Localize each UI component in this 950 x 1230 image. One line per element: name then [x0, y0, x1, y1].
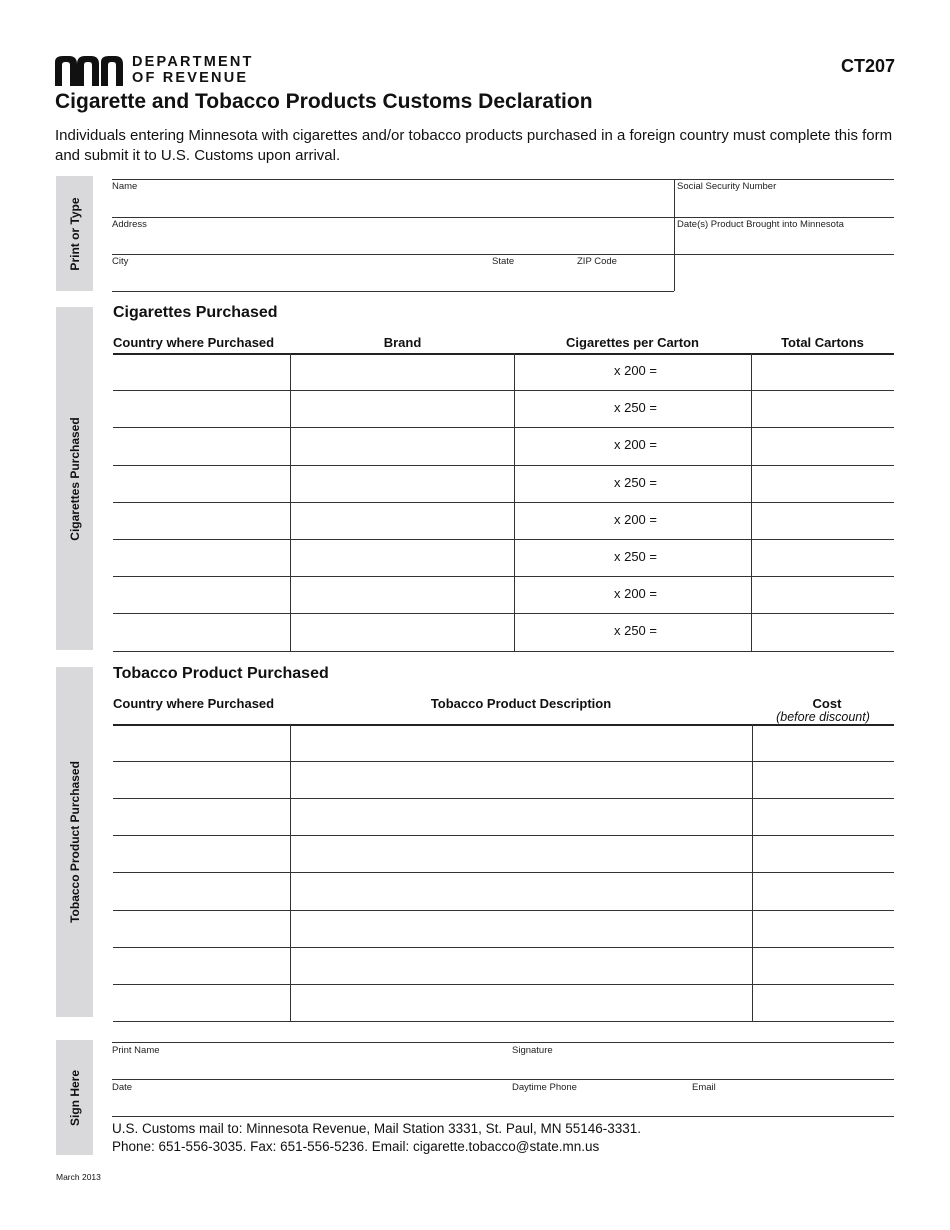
table-row-rule: [113, 502, 894, 503]
date-field[interactable]: Date: [112, 1082, 133, 1093]
sidebar-label: Tobacco Product Purchased: [67, 761, 82, 923]
agency-line-1: DEPARTMENT: [132, 54, 254, 70]
sidebar-cigarettes: [56, 307, 93, 650]
table-row-rule: [113, 835, 894, 836]
table-row-rule: [113, 465, 894, 466]
name-field[interactable]: Name: [112, 181, 138, 192]
city-field[interactable]: City: [112, 256, 129, 267]
table-row-rule: [113, 798, 894, 799]
table-column-rule: [514, 353, 515, 651]
address-field[interactable]: Address: [112, 219, 147, 230]
cig-col-per-carton: Cigarettes per Carton: [566, 335, 699, 350]
intro-text: Individuals entering Minnesota with cigarettes and/or tobacco products purchased in a foreign country must complete this form and submit it to U.S. Customs upon arrival.: [55, 127, 893, 164]
revision-date: March 2013: [56, 1172, 101, 1182]
cig-per-carton-cell: x 200 =: [613, 511, 657, 527]
table-row-rule: [113, 576, 894, 577]
tob-col-description: Tobacco Product Description: [430, 696, 612, 711]
form-number: CT207: [840, 56, 895, 76]
rule: [112, 1042, 894, 1043]
table-row-rule: [113, 427, 894, 428]
zip-field[interactable]: ZIP Code: [577, 256, 617, 267]
mn-logo-icon: [55, 56, 123, 86]
rule: [112, 179, 894, 180]
signature-field[interactable]: Signature: [512, 1045, 553, 1056]
rule: [112, 254, 894, 255]
tobacco-title: Tobacco Product Purchased: [113, 665, 329, 682]
table-header-rule: [113, 353, 894, 355]
table-row-rule: [113, 984, 894, 985]
table-row-rule: [113, 910, 894, 911]
sidebar-print-or-type: [56, 176, 93, 291]
table-row-rule: [113, 872, 894, 873]
table-row-rule: [113, 390, 894, 391]
rule: [112, 1079, 894, 1080]
table-row-rule: [113, 613, 894, 614]
rule: [112, 217, 894, 218]
table-row-rule: [113, 947, 894, 948]
cig-per-carton-cell: x 200 =: [613, 363, 657, 378]
table-row-rule: [113, 651, 894, 652]
contact-info: Phone: 651-556-3035. Fax: 651-556-5236. Email: cigarette.tobacco@state.mn.us: [112, 1139, 600, 1154]
mail-address: U.S. Customs mail to: Minnesota Revenue, Mail Station 3331, St. Paul, MN 55146-3331.: [112, 1121, 642, 1136]
cig-per-carton-cell: x 250 =: [613, 474, 657, 490]
cigarettes-title: Cigarettes Purchased: [113, 304, 278, 321]
sidebar-label: Sign Here: [67, 1069, 82, 1126]
cost-note: (before discount): [776, 710, 870, 724]
table-row-rule: [113, 1021, 894, 1022]
rule: [112, 1116, 894, 1117]
cig-per-carton-cell: x 250 =: [613, 549, 657, 564]
table-column-rule: [751, 353, 752, 651]
table-column-rule: [752, 724, 753, 1021]
dates-field[interactable]: Date(s) Product Brought into Minnesota: [677, 219, 844, 230]
page-title: Cigarette and Tobacco Products Customs Declaration: [55, 90, 593, 113]
cig-per-carton-cell: x 200 =: [613, 586, 657, 602]
email-field[interactable]: Email: [692, 1082, 716, 1093]
ssn-field[interactable]: Social Security Number: [677, 181, 777, 192]
tob-col-cost: Cost: [812, 696, 842, 711]
tob-col-country: Country where Purchased: [113, 696, 275, 711]
state-field[interactable]: State: [492, 256, 515, 267]
sidebar-label: Cigarettes Purchased: [67, 416, 82, 541]
rule: [112, 291, 674, 292]
cig-col-total: Total Cartons: [781, 335, 864, 350]
cig-per-carton-cell: x 250 =: [613, 623, 657, 639]
cig-col-brand: Brand: [383, 335, 422, 350]
cig-col-country: Country where Purchased: [113, 335, 275, 350]
table-column-rule: [290, 724, 291, 1021]
table-header-rule: [113, 724, 894, 726]
sidebar-tobacco: [56, 667, 93, 1017]
agency-line-2: OF REVENUE: [132, 70, 249, 86]
cig-per-carton-cell: x 200 =: [613, 437, 657, 453]
table-column-rule: [290, 353, 291, 651]
table-row-rule: [113, 539, 894, 540]
sidebar-sign-here: [56, 1040, 93, 1155]
daytime-phone-field[interactable]: Daytime Phone: [512, 1082, 577, 1093]
cig-per-carton-cell: x 250 =: [613, 400, 657, 416]
divider: [674, 179, 675, 291]
table-row-rule: [113, 761, 894, 762]
print-name-field[interactable]: Print Name: [112, 1045, 160, 1056]
agency-name: [132, 54, 254, 86]
sidebar-label: Print or Type: [67, 196, 82, 271]
